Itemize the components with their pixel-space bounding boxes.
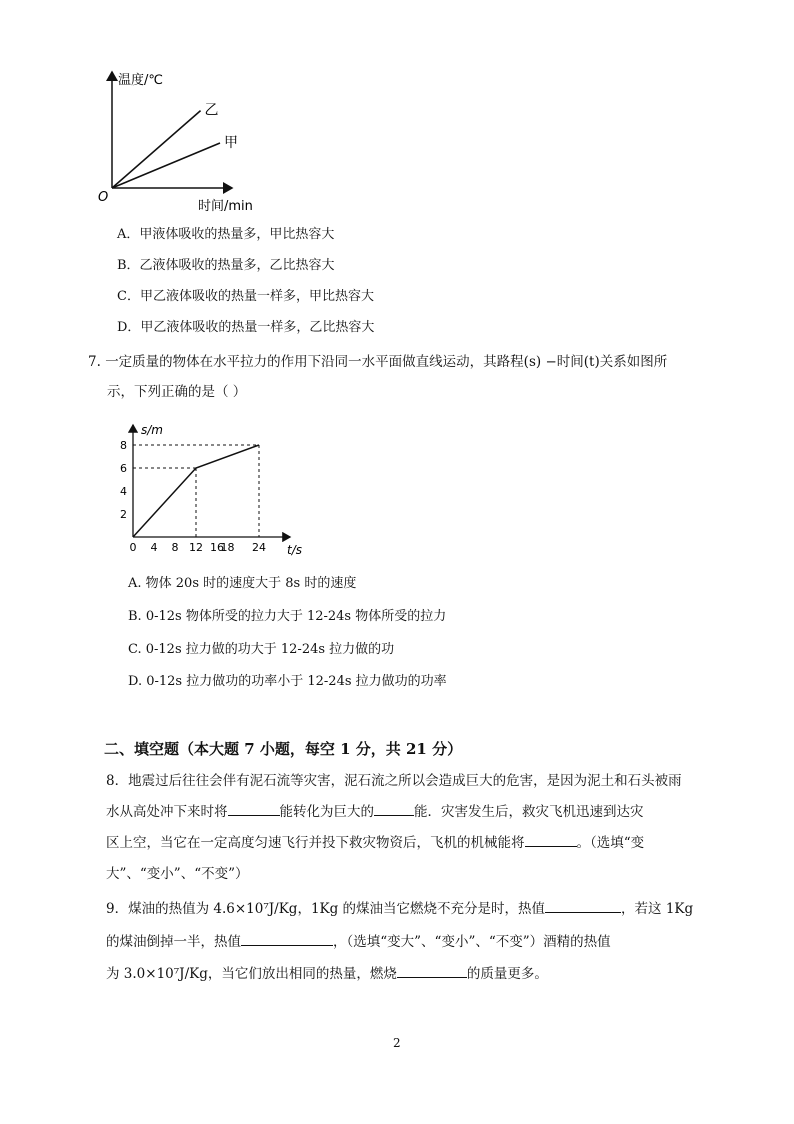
q8-line3 (106, 833, 644, 853)
q8-blank-3[interactable] (525, 834, 577, 847)
q9-blank-1[interactable] (545, 900, 621, 913)
page-number: 2 (393, 1036, 401, 1050)
st-xtick-6: 24 (252, 541, 266, 554)
temperature-time-chart (90, 60, 270, 220)
st-xtick-2: 8 (171, 541, 179, 554)
q6-option-c: C．甲乙液体吸收的热量一样多，甲比热容大 (117, 289, 374, 304)
q7-text-line1: 一定质量的物体在水平拉力的作用下沿同一水平面做直线运动，其路程(s) −时间(t)关系如图所 (105, 354, 668, 370)
st-ytick-1: 4 (120, 485, 127, 498)
q7-option-a: A. 物体 20s 时的速度大于 8s 时的速度 (128, 576, 357, 591)
st-ytick-2: 6 (120, 462, 127, 475)
q8-text-2b: 能转化为巨大的 (279, 804, 374, 820)
st-ytick-3: 8 (120, 439, 127, 452)
q9-blank-2[interactable] (241, 933, 333, 946)
q8-text-2a: 水从高处冲下来时将 (106, 804, 228, 820)
q8-text-2c: 能．灾害发生后，救灾飞机迅速到达灾 (414, 804, 644, 820)
q9-text-2b: ，（选填“变大”、“变小”、“不变”）酒精的热值 (333, 934, 611, 950)
q8-line4: 大”、“变小”、“不变”） (106, 866, 249, 882)
q9-line1 (106, 899, 693, 919)
q6-option-d: D．甲乙液体吸收的热量一样多，乙比热容大 (117, 320, 375, 335)
q7-number: 7. (88, 354, 101, 370)
series-label-2: 甲 (224, 135, 238, 151)
q9-text-3b: 的质量更多。 (466, 966, 548, 982)
q9-line2 (106, 932, 611, 952)
st-xtick-0: 0 (129, 541, 137, 554)
q6-option-b: B．乙液体吸收的热量多，乙比热容大 (117, 258, 335, 273)
q8-blank-2[interactable] (374, 803, 414, 816)
q8-line1: 8．地震过后往往会伴有泥石流等灾害，泥石流之所以会造成巨大的危害，是因为泥土和石头被雨 (106, 773, 682, 789)
st-ytick-0: 2 (120, 508, 127, 521)
q8-blank-1[interactable] (228, 803, 280, 816)
distance-time-chart (105, 415, 325, 565)
series-label-1: 乙 (204, 102, 219, 119)
series-line-1 (112, 111, 201, 188)
q9-line3 (106, 964, 548, 984)
y-axis-label: 温度/℃ (118, 73, 163, 88)
st-xtick-3: 12 (189, 541, 203, 554)
q9-blank-3[interactable] (397, 965, 467, 978)
q7-option-d: D. 0-12s 拉力做功的功率小于 12-24s 拉力做功的功率 (128, 674, 447, 689)
st-xtick-5: 18 (220, 541, 235, 554)
q8-text-3b: 。（选填“变 (576, 835, 645, 851)
st-x-axis-label: t/s (287, 543, 302, 557)
q7-line1 (88, 352, 667, 372)
q8-text-3a: 区上空，当它在一定高度匀速飞行并投下救灾物资后，飞机的机械能将 (106, 835, 525, 851)
x-axis-label: 时间/min (198, 199, 253, 214)
q7-option-b: B. 0-12s 物体所受的拉力大于 12-24s 物体所受的拉力 (128, 609, 447, 624)
q9-text-1a: 9．煤油的热值为 4.6×10⁷J/Kg，1Kg 的煤油当它燃烧不充分是时，热值 (106, 901, 546, 917)
q6-option-a: A．甲液体吸收的热量多，甲比热容大 (117, 227, 335, 242)
q7-line2: 示，下列正确的是（ ） (107, 384, 247, 400)
q9-text-3a: 为 3.0×10⁷J/Kg，当它们放出相同的热量，燃烧 (106, 966, 397, 982)
st-y-axis-label: s/m (141, 423, 163, 437)
series-line-2 (112, 143, 220, 188)
q9-text-1b: ，若这 1Kg (621, 901, 694, 917)
st-xtick-1: 4 (150, 541, 158, 554)
section-heading: 二、填空题（本大题 7 小题，每空 1 分，共 21 分） (104, 740, 463, 758)
q7-option-c: C. 0-12s 拉力做的功大于 12-24s 拉力做的功 (128, 642, 395, 657)
q8-line2 (106, 802, 644, 822)
origin-label: O (98, 190, 109, 205)
st-xtick-4: 16 (210, 541, 224, 554)
q9-text-2a: 的煤油倒掉一半，热值 (106, 934, 241, 950)
